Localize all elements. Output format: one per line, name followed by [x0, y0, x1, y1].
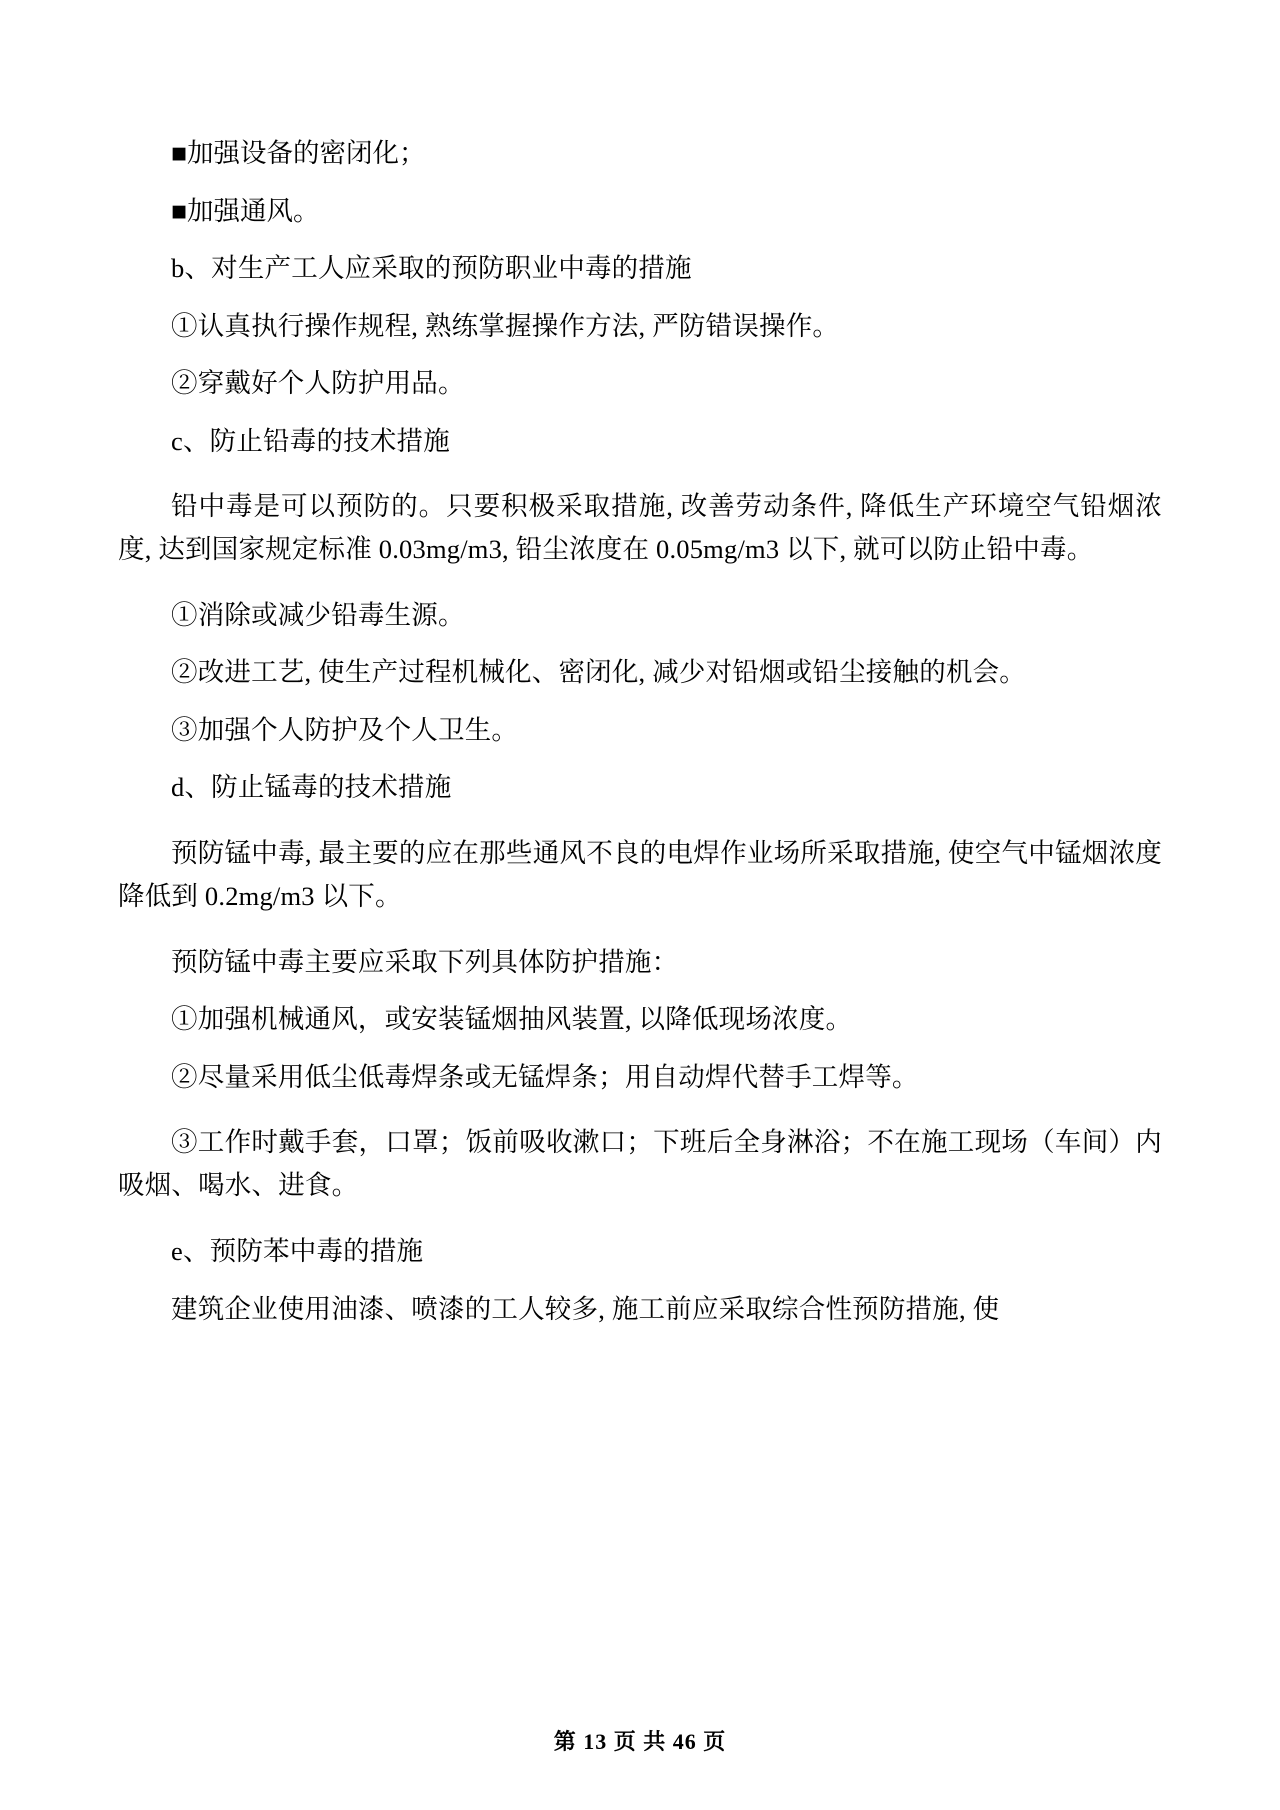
- document-body: [118, 140, 1162, 1322]
- paragraph: ②穿戴好个人防护用品。: [171, 368, 465, 398]
- paragraph: ■加强通风。: [171, 195, 320, 226]
- page-footer: 第 13 页 共 46 页: [553, 1729, 727, 1754]
- paragraph: 建筑企业使用油漆、喷漆的工人较多, 施工前应采取综合性预防措施, 使: [171, 1293, 1000, 1324]
- paragraph: ①加强机械通风，或安装锰烟抽风装置, 以降低现场浓度。: [171, 1004, 853, 1035]
- paragraph: ③加强个人防护及个人卫生。: [171, 714, 519, 745]
- paragraph: 铅中毒是可以预防的。只要积极采取措施, 改善劳动条件, 降低生产环境空气铅烟浓度, 达到国家规定标准 0.03mg/m3, 铅尘浓度在 0.05mg/m3 以下, 就可以防止铅中毒。: [118, 491, 1162, 564]
- paragraph: ■加强设备的密闭化；: [171, 138, 426, 168]
- paragraph: 预防锰中毒, 最主要的应在那些通风不良的电焊作业场所采取措施, 使空气中锰烟浓度降低到 0.2mg/m3 以下。: [118, 837, 1162, 911]
- paragraph: ③工作时戴手套，口罩；饭前吸收漱口；下班后全身淋浴；不在施工现场（车间）内吸烟、喝水、进食。: [118, 1127, 1162, 1201]
- paragraph: c、防止铅毒的技术措施: [171, 425, 450, 456]
- paragraph: e、预防苯中毒的措施: [171, 1236, 424, 1267]
- paragraph: ①消除或减少铅毒生源。: [171, 599, 465, 630]
- paragraph: ①认真执行操作规程, 熟练掌握操作方法, 严防错误操作。: [171, 310, 840, 341]
- paragraph: 预防锰中毒主要应采取下列具体防护措施：: [171, 946, 679, 977]
- paragraph: b、对生产工人应采取的预防职业中毒的措施: [171, 253, 692, 283]
- paragraph: d、防止锰毒的技术措施: [171, 772, 452, 803]
- paragraph: ②尽量采用低尘低毒焊条或无锰焊条；用自动焊代替手工焊等。: [171, 1061, 919, 1092]
- paragraph: ②改进工艺, 使生产过程机械化、密闭化, 减少对铅烟或铅尘接触的机会。: [171, 657, 1026, 688]
